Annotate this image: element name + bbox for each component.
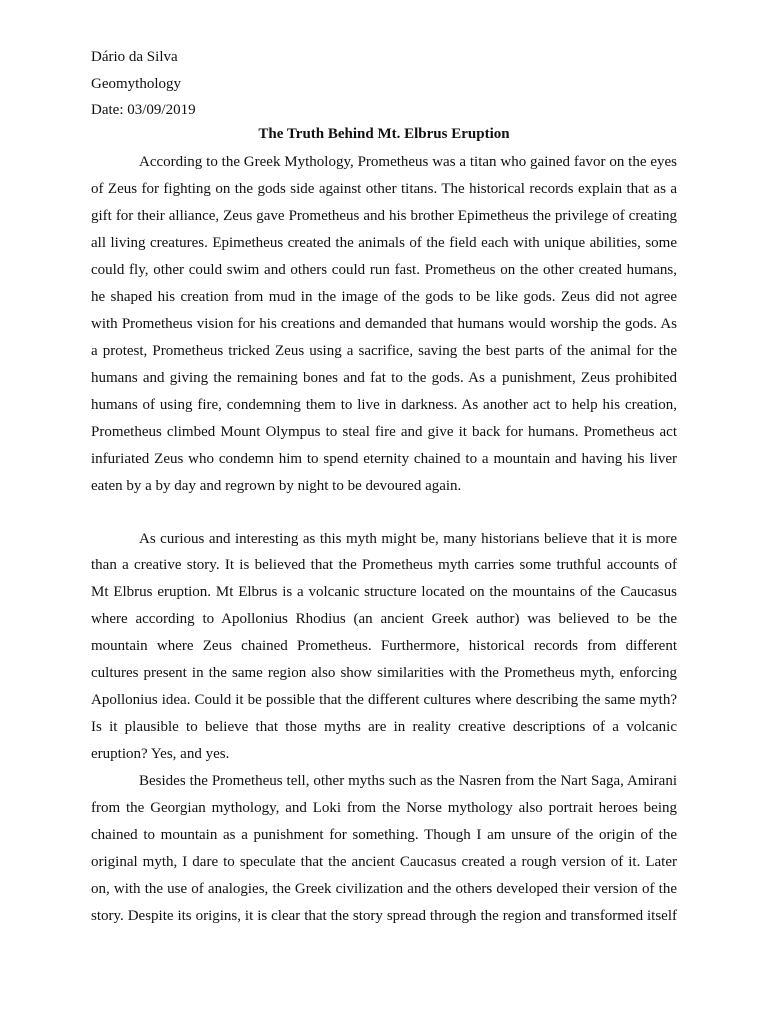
paragraph-line: story. Despite its origins, it is clear that the story spread through the region and transformed itself — [91, 908, 677, 924]
paragraph-line: than a creative story. It is believed that the Prometheus myth carries some truthful accounts of — [91, 557, 677, 573]
paragraph-line: eaten by a by day and regrown by night to be devoured again. — [91, 478, 462, 494]
paragraph-line: Mt Elbrus eruption. Mt Elbrus is a volcanic structure located on the mountains of the Caucasus — [91, 584, 677, 600]
paragraph-line: of Zeus for fighting on the gods side against other titans. The historical records explain that as a — [91, 181, 677, 197]
paragraph-line: eruption? Yes, and yes. — [91, 746, 230, 762]
document-date: Date: 03/09/2019 — [91, 102, 196, 118]
document-title: The Truth Behind Mt. Elbrus Eruption — [258, 126, 510, 142]
paragraph-line: a protest, Prometheus tricked Zeus using a sacrifice, saving the best parts of the animal for the — [91, 343, 677, 359]
paragraph-line: where according to Apollonius Rhodius (an ancient Greek author) was believed to be the — [91, 611, 677, 627]
paragraph-line: Besides the Prometheus tell, other myths such as the Nasren from the Nart Saga, Amirani — [139, 773, 677, 789]
course-name: Geomythology — [91, 76, 181, 92]
paragraph-line: Apollonius idea. Could it be possible that the different cultures where describing the same myth? — [91, 692, 677, 708]
paragraph-line: mountain where Zeus chained Prometheus. Furthermore, historical records from different — [91, 638, 677, 654]
paragraph-line: from the Georgian mythology, and Loki from the Norse mythology also portrait heroes being — [91, 800, 677, 816]
paragraph-line: humans and giving the remaining bones and fat to the gods. As a punishment, Zeus prohibited — [91, 370, 677, 386]
author-name: Dário da Silva — [91, 49, 178, 65]
paragraph-line: Is it plausible to believe that those myths are in reality creative descriptions of a volcanic — [91, 719, 677, 735]
paragraph-line: humans of using fire, condemning them to live in darkness. As another act to help his creation, — [91, 397, 677, 413]
paragraph-line: on, with the use of analogies, the Greek civilization and the others developed their version of the — [91, 881, 677, 897]
paragraph-line: with Prometheus vision for his creations and demanded that humans would worship the gods. As — [91, 316, 677, 332]
paragraph-line: gift for their alliance, Zeus gave Prometheus and his brother Epimetheus the privilege of creating — [91, 208, 677, 224]
paragraph-line: all living creatures. Epimetheus created the animals of the field each with unique abilities, some — [91, 235, 677, 251]
paragraph-line: he shaped his creation from mud in the image of the gods to be like gods. Zeus did not agree — [91, 289, 677, 305]
paragraph-line: infuriated Zeus who condemn him to spend eternity chained to a mountain and having his liver — [91, 451, 677, 467]
paragraph-line: Prometheus climbed Mount Olympus to steal fire and give it back for humans. Prometheus act — [91, 424, 677, 440]
paragraph-line: As curious and interesting as this myth might be, many historians believe that it is more — [139, 531, 677, 547]
paragraph-line: According to the Greek Mythology, Prometheus was a titan who gained favor on the eyes — [139, 154, 677, 170]
paragraph-line: chained to mountain as a punishment for something. Though I am unsure of the origin of the — [91, 827, 677, 843]
paragraph-line: could fly, other could swim and others could run fast. Prometheus on the other created humans, — [91, 262, 677, 278]
paragraph-line: original myth, I dare to speculate that the ancient Caucasus created a rough version of it. Later — [91, 854, 677, 870]
paragraph-line: cultures present in the same region also show similarities with the Prometheus myth, enforcing — [91, 665, 677, 681]
